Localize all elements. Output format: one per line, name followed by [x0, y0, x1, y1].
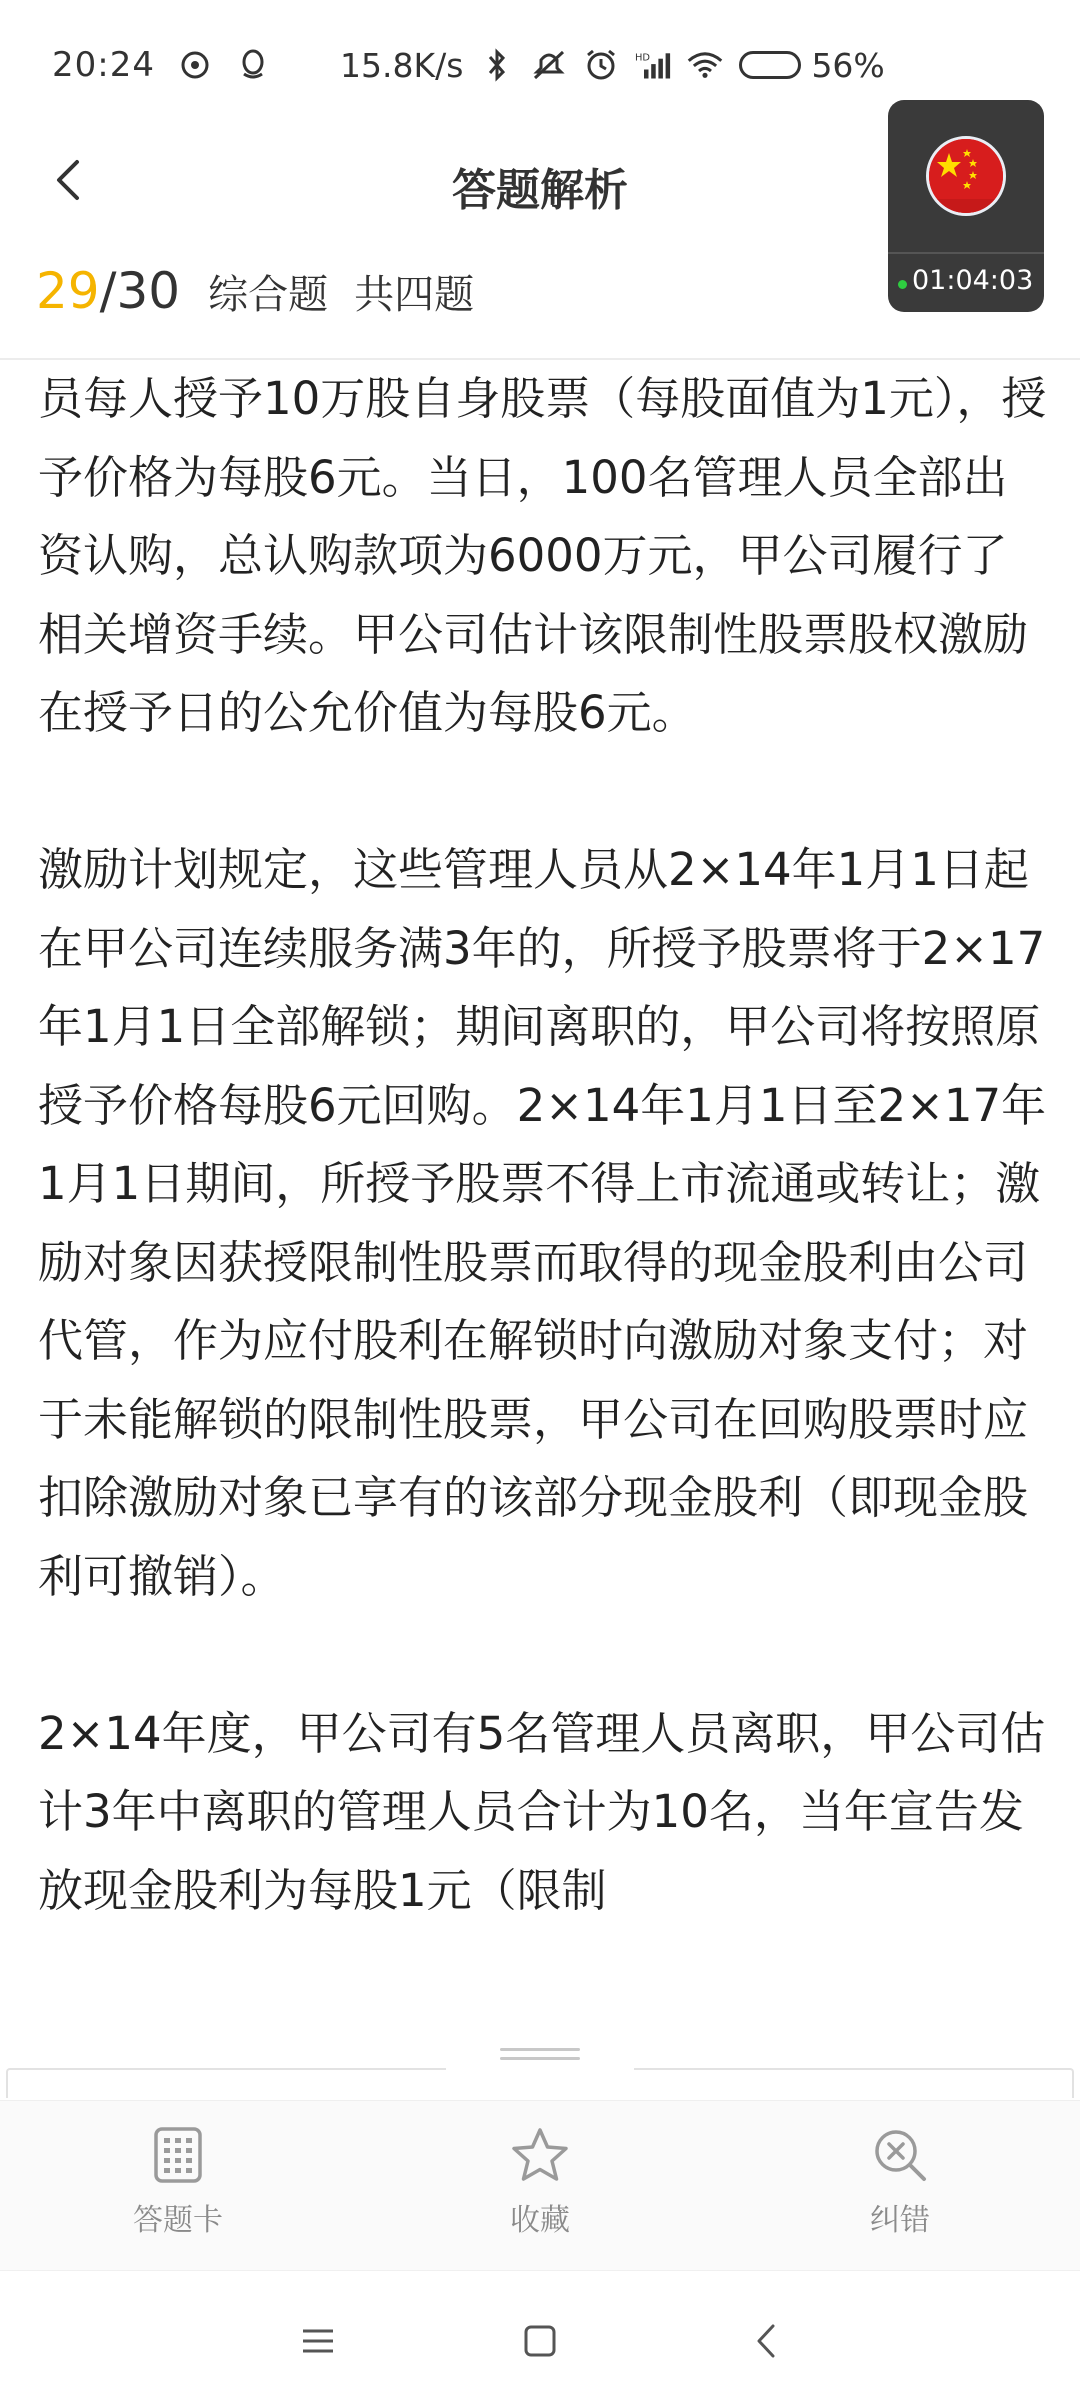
nav-back-button[interactable] — [736, 2311, 796, 2371]
drag-tab[interactable] — [446, 2040, 634, 2080]
qq-icon — [235, 47, 271, 83]
tab-answer-card-label: 答题卡 — [133, 2203, 223, 2238]
answer-card-icon — [146, 2123, 210, 2187]
timer-card[interactable] — [888, 100, 1044, 312]
total-questions: /30 — [99, 262, 181, 320]
elapsed-time: 01:04:03 — [912, 265, 1034, 296]
alarm-icon — [583, 47, 619, 83]
status-right — [340, 0, 885, 130]
back-icon — [754, 2323, 778, 2359]
question-type: 综合题 — [208, 272, 329, 318]
battery-indicator — [739, 46, 884, 85]
current-question-number: 29 — [36, 262, 100, 320]
status-time: 20:24 — [52, 45, 155, 85]
wifi-icon — [687, 47, 723, 83]
tab-favorite[interactable] — [440, 2123, 640, 2239]
question-count: 共四题 — [354, 272, 475, 318]
hd-signal-icon — [635, 47, 671, 83]
question-progress — [36, 262, 474, 320]
drag-handle-icon[interactable] — [500, 2048, 580, 2060]
battery-icon — [739, 51, 801, 79]
battery-percent: 56% — [811, 45, 885, 85]
china-flag-avatar — [926, 136, 1006, 216]
home-button[interactable] — [510, 2311, 570, 2371]
system-nav-bar — [0, 2270, 1080, 2400]
content-paragraph-1: 员每人授予10万股自身股票（每股面值为1元），授予价格为每股6元。当日，100名管理人员全部出资认购，总认购款项为6000万元，甲公司履行了相关增资手续。甲公司估计该限制性股票股权激励在授予日的公允价值为每股6元。 — [38, 372, 1047, 739]
bottom-toolbar — [0, 2100, 1080, 2270]
network-speed: 15.8K/s — [340, 45, 464, 85]
home-icon — [523, 2324, 557, 2358]
error-search-icon — [868, 2123, 932, 2187]
app-icon — [177, 47, 213, 83]
timer-divider — [888, 252, 1044, 254]
content-paragraph-2: 激励计划规定，这些管理人员从2×14年1月1日起在甲公司连续服务满3年的，所授予股票将于2×17年1月1日全部解锁；期间离职的，甲公司将按照原授予价格每股6元回购。2×14年1月1日至2×17年1月1日期间，所授予股票不得上市流通或转让；激励对象因获授限制性股票而取得的现金股利由公司代管，作为应付股利在解锁时向激励对象支付；对于未能解锁的限制性股票，甲公司在回购股票时应扣除激励对象已享有的该部分现金股利（即现金股利可撤销）。 — [38, 843, 1047, 1603]
content-paragraph-3: 2×14年度，甲公司有5名管理人员离职，甲公司估计3年中离职的管理人员合计为10名，当年宣告发放现金股利为每股1元（限制 — [38, 1706, 1046, 1917]
star-icon — [508, 2123, 572, 2187]
status-left — [52, 45, 271, 85]
tab-report-error[interactable] — [800, 2123, 1000, 2239]
bluetooth-icon — [479, 47, 515, 83]
svg-text:HD: HD — [635, 52, 651, 64]
question-content[interactable] — [38, 360, 1048, 2060]
paragraph-gap — [38, 1616, 1048, 1695]
mute-icon — [531, 47, 567, 83]
tab-favorite-label: 收藏 — [510, 2203, 570, 2238]
recording-dot-icon — [898, 280, 907, 289]
page-title: 答题解析 — [452, 165, 628, 216]
menu-icon — [300, 2326, 336, 2356]
tab-answer-card[interactable] — [78, 2123, 278, 2239]
paragraph-gap — [38, 753, 1048, 832]
tab-report-error-label: 纠错 — [870, 2203, 930, 2238]
menu-button[interactable] — [288, 2311, 348, 2371]
